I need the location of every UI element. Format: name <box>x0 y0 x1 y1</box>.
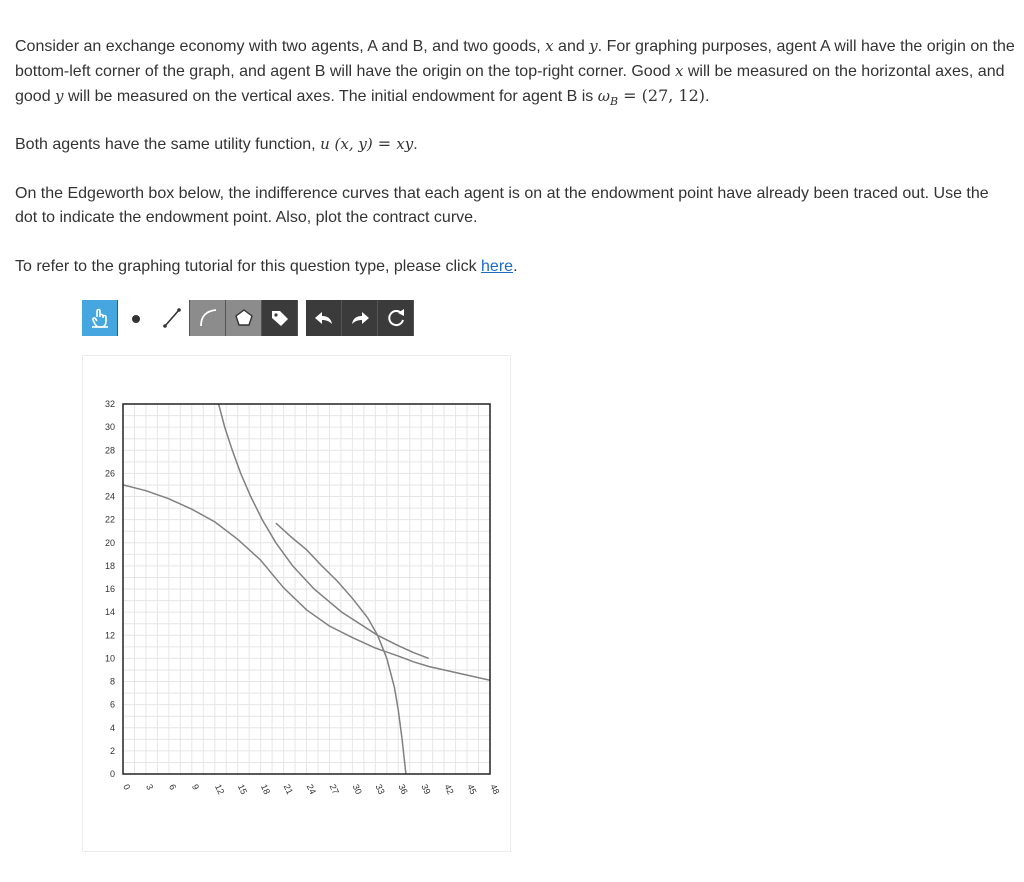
y-tick-label: 12 <box>104 630 115 641</box>
y-tick-label: 2 <box>109 745 115 756</box>
point-tool[interactable] <box>118 300 154 336</box>
polygon-icon <box>232 306 256 330</box>
x-tick-label: 33 <box>373 782 387 796</box>
endowment-value: (27, 12) <box>641 86 706 105</box>
omega-symbol: $\omega_B$ <box>597 87 619 108</box>
x-tick-label: 42 <box>442 782 456 796</box>
redo-tool[interactable] <box>342 300 378 336</box>
y-tick-label: 20 <box>104 537 115 548</box>
x-tick-label: 0 <box>121 782 133 792</box>
x-tick-label: 36 <box>396 782 410 796</box>
question-paragraph-3: On the Edgeworth box below, the indifference curves that each agent is on at the endowment point have already been traced out. Use the dot to indicate the endowment point. Also, plot the contract curve. <box>15 185 989 226</box>
x-tick-label: 18 <box>258 782 273 796</box>
graph-toolbar <box>82 300 414 336</box>
y-tick-label: 32 <box>104 399 115 409</box>
question-paragraph-2: Both agents have the same utility function, u (x, y) = xy. <box>15 134 418 153</box>
y-tick-label: 30 <box>104 422 115 433</box>
redo-icon <box>348 306 372 330</box>
undo-tool[interactable] <box>306 300 342 336</box>
x-tick-label: 45 <box>465 782 479 796</box>
x-tick-label: 15 <box>235 782 250 796</box>
utility-lhs: u (x, y) <box>320 135 373 153</box>
reset-tool[interactable] <box>378 300 414 336</box>
x-tick-label: 48 <box>488 782 502 796</box>
tag-icon <box>268 306 292 330</box>
line-icon <box>160 306 184 330</box>
y-tick-label: 16 <box>104 584 115 594</box>
x-tick-label: 39 <box>419 782 433 796</box>
graph-panel <box>82 355 511 852</box>
line-tool[interactable] <box>154 300 190 336</box>
edgeworth-box-chart[interactable] <box>83 356 510 851</box>
y-tick-label: 4 <box>109 722 115 733</box>
utility-rhs: xy <box>396 135 414 153</box>
y-tick-label: 6 <box>109 699 115 710</box>
y-tick-label: 14 <box>104 607 115 618</box>
y-tick-label: 8 <box>109 676 115 687</box>
curve-tool[interactable] <box>190 300 226 336</box>
tutorial-link[interactable]: here <box>481 258 514 275</box>
x-tick-label: 6 <box>167 782 179 792</box>
label-tool[interactable] <box>262 300 298 336</box>
curve-icon <box>196 306 220 330</box>
y-tick-label: 10 <box>104 653 115 664</box>
point-icon <box>126 308 146 328</box>
polygon-tool[interactable] <box>226 300 262 336</box>
hand-pointer-icon <box>89 307 111 329</box>
undo-icon <box>312 306 336 330</box>
x-tick-label: 9 <box>189 782 202 792</box>
x-tick-label: 30 <box>350 782 364 796</box>
y-tick-label: 26 <box>104 468 115 479</box>
x-tick-label: 24 <box>304 782 318 796</box>
pointer-tool[interactable] <box>82 300 118 336</box>
x-tick-label: 21 <box>281 782 296 796</box>
question-paragraph-4: To refer to the graphing tutorial for this question type, please click here. <box>15 258 518 275</box>
y-tick-label: 18 <box>104 560 115 571</box>
y-tick-label: 24 <box>104 491 115 502</box>
refresh-icon <box>384 306 408 330</box>
y-tick-label: 22 <box>104 514 115 525</box>
x-tick-label: 27 <box>327 782 341 796</box>
y-tick-label: 28 <box>104 445 115 456</box>
x-tick-label: 12 <box>212 782 227 796</box>
y-tick-label: 0 <box>109 769 115 779</box>
question-paragraph-1: Consider an exchange economy with two agents, A and B, and two goods, x and y. For graphing purposes, agent A will have the origin on the bottom-left corner of the graph, and agent B will have the origin on the top-right corner. Good x will be measured on the horizontal axes, and good y will be measured on the vertical axes. The initial endowment for agent B is $\omega_B = (27$, 12). <box>15 37 1015 108</box>
x-tick-label: 3 <box>144 782 156 792</box>
